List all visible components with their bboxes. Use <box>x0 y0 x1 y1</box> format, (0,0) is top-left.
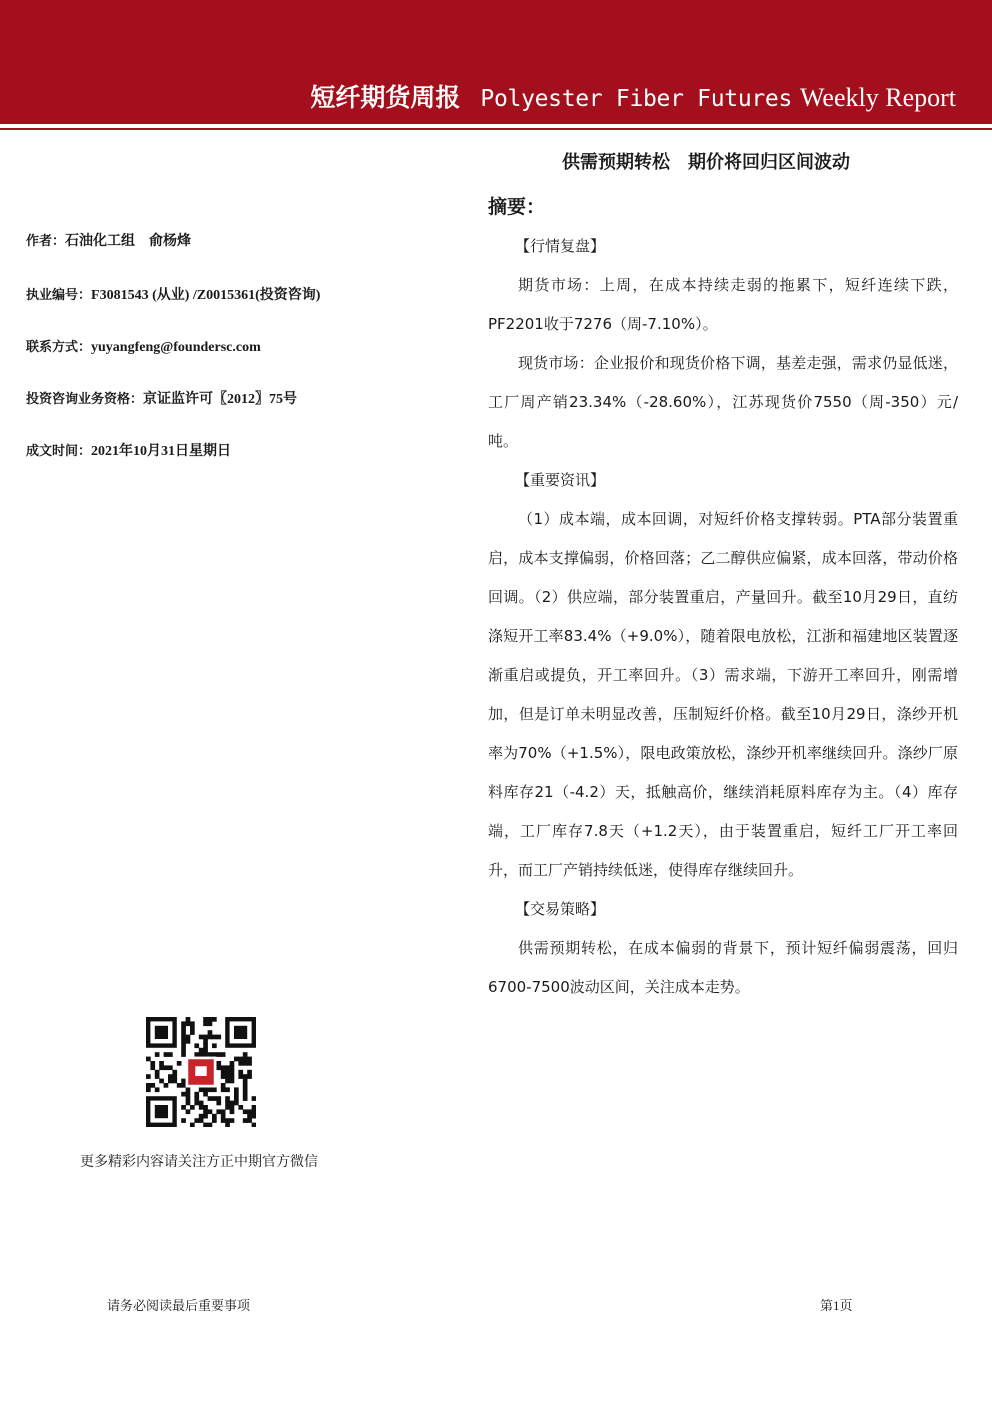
qualification-label: 投资咨询业务资格： <box>26 392 144 407</box>
section-title-strategy: 【交易策略】 <box>515 900 606 918</box>
paragraph-futures-market: 期货市场：上周，在成本持续走弱的拖累下，短纤连续下跌，PF2201收于7276（周-7.10%）。 <box>488 276 958 333</box>
contact-label: 联系方式： <box>26 340 92 355</box>
report-title-cn: 短纤期货周报 <box>310 83 461 112</box>
report-title-en-suffix: Weekly Report <box>799 83 956 112</box>
footer-notice: 请务必阅读最后重要事项 <box>107 1299 251 1314</box>
paragraph-spot-market: 现货市场：企业报价和现货价格下调，基差走强，需求仍显低迷，工厂周产销23.34%（-28.60%），江苏现货价7550（周-350）元/吨。 <box>488 354 958 450</box>
license-label: 执业编号： <box>26 288 92 303</box>
qualification-row <box>26 388 297 408</box>
abstract-body <box>488 227 958 1007</box>
license-row <box>26 284 320 304</box>
qr-caption: 更多精彩内容请关注方正中期官方微信 <box>80 1154 318 1170</box>
page-number: 第1页 <box>820 1298 853 1313</box>
section-title-key-news: 【重要资讯】 <box>515 471 606 489</box>
author-label: 作者： <box>26 234 66 249</box>
qualification-value: 京证监许可〖2012〗75号 <box>143 392 298 407</box>
report-title-en: Polyester Fiber Futures <box>480 86 793 112</box>
header-banner <box>0 0 992 124</box>
page-title: 供需预期转松 期价将回归区间波动 <box>562 152 850 173</box>
header-divider <box>0 128 992 130</box>
abstract-label: 摘要： <box>488 196 546 218</box>
date-label: 成文时间： <box>26 444 92 459</box>
paragraph-strategy: 供需预期转松，在成本偏弱的背景下，预计短纤偏弱震荡，回归6700-7500波动区间，关注成本走势。 <box>488 939 958 996</box>
date-row <box>26 440 231 460</box>
section-title-market-review: 【行情复盘】 <box>515 237 606 255</box>
report-title <box>310 78 956 114</box>
author-row <box>26 230 191 250</box>
paragraph-key-news: （1）成本端，成本回调，对短纤价格支撑转弱。PTA部分装置重启，成本支撑偏弱，价格回落；乙二醇供应偏紧，成本回落，带动价格回调。（2）供应端，部分装置重启，产量回升。截至10月29日，直纺涤短开工率83.4%（+9.0%），随着限电放松，江浙和福建地区装置逐渐重启或提负，开工率回升。（3）需求端，下游开工率回升，刚需增加，但是订单未明显改善，压制短纤价格。截至10月29日，涤纱开机率为70%（+1.5%），限电政策放松，涤纱开机率继续回升。涤纱厂原料库存21（-4.2）天，抵触高价，继续消耗原料库存为主。（4）库存端，工厂库存7.8天（+1.2天），由于装置重启，短纤工厂开工率回升，而工厂产销持续低迷，使得库存继续回升。 <box>488 510 958 879</box>
contact-email[interactable]: yuyangfeng@foundersc.com <box>91 340 261 355</box>
date-value: 2021年10月31日星期日 <box>91 444 232 459</box>
contact-row <box>26 336 261 356</box>
author-value: 石油化工组 俞杨烽 <box>65 234 192 249</box>
license-value: F3081543 (从业) /Z0015361(投资咨询) <box>91 288 321 303</box>
qr-code-icon <box>146 1017 256 1127</box>
